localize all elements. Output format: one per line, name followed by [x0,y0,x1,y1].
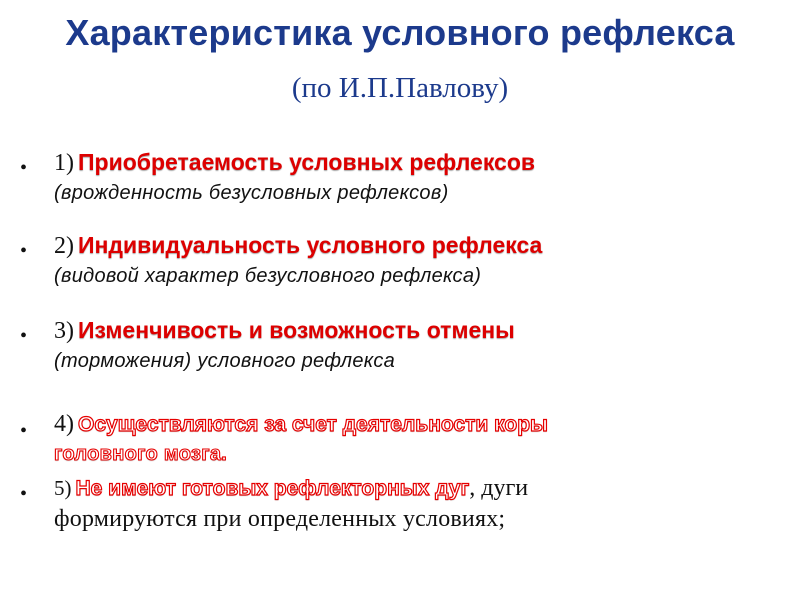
bullet-icon: • [20,157,28,179]
item-5-continuation: формируются при определенных условиях; [54,506,506,532]
item-4-highlight: Осуществляются за счет деятельности коры [78,413,548,436]
item-5-highlight: Не имеют готовых рефлекторных дуг [75,477,470,500]
item-5-number: 5) [54,476,72,500]
item-3-highlight: Изменчивость и возможность отмены [78,317,515,343]
item-1-detail: (врожденность безусловных рефлексов) [54,182,449,204]
bullet-icon: • [20,420,28,442]
item-4-highlight-continued: головного мозга. [54,443,228,465]
item-3-heading [54,315,515,349]
item-2-number: 2) [54,233,74,259]
item-4-number: 4) [54,411,74,437]
item-1-highlight: Приобретаемость условных рефлексов [78,149,536,175]
bullet-icon: • [20,325,28,347]
item-1-number: 1) [54,150,74,176]
item-5-trailing: , дуги [469,475,529,501]
item-1-heading [54,147,535,181]
bullet-icon: • [20,240,28,262]
item-2-heading [54,230,542,264]
item-3-number: 3) [54,318,74,344]
item-3-detail: (торможения) условного рефлекса [54,350,396,372]
item-5-heading [54,473,528,506]
item-2-detail: (видовой характер безусловного рефлекса) [54,265,482,287]
bullet-icon: • [20,483,28,505]
slide-title: Характеристика условного рефлекса [65,12,735,53]
slide-subtitle: (по И.П.Павлову) [291,72,509,104]
item-2-highlight: Индивидуальность условного рефлекса [78,232,543,258]
item-4-heading [54,409,548,442]
